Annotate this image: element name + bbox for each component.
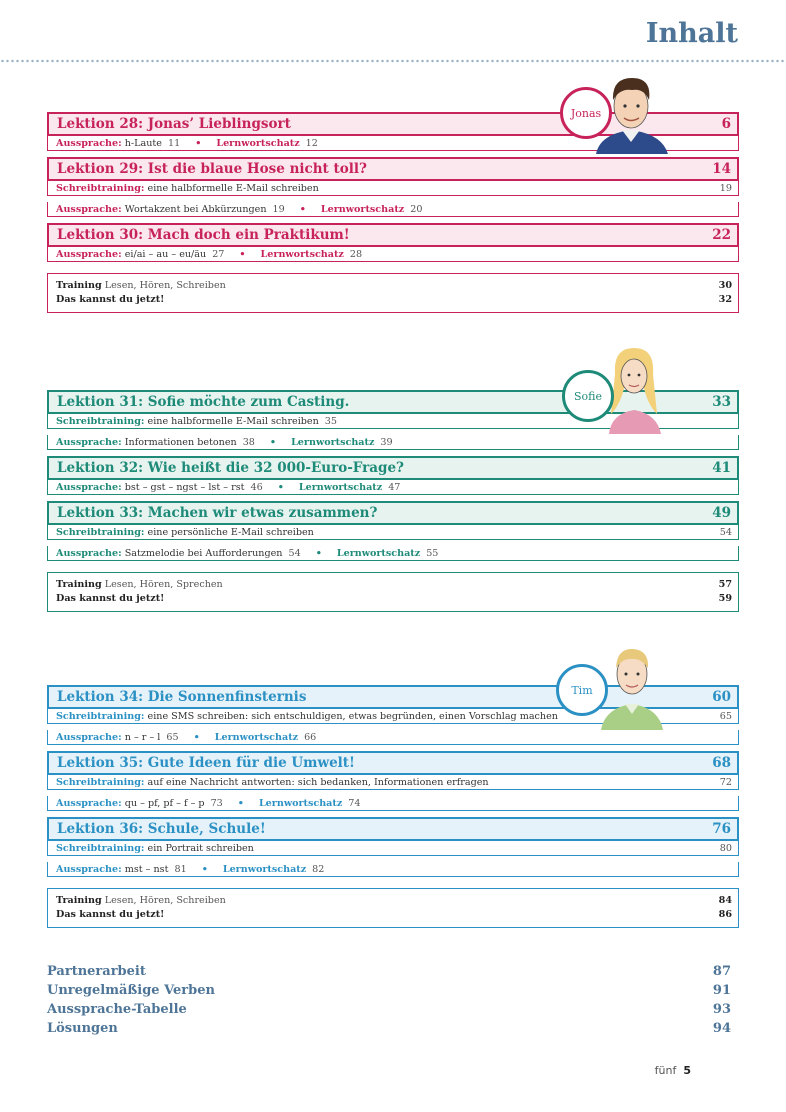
subitem-label: Schreibtraining: — [56, 415, 145, 427]
subitem-content — [56, 864, 324, 875]
vocab-label: Lernwortschatz — [258, 797, 343, 809]
training-page: 30 — [718, 280, 732, 291]
subitem-page: 54 — [288, 547, 301, 559]
training-box — [47, 273, 739, 313]
appendix-label: Unregelmäßige Verben — [47, 983, 215, 998]
training-row[interactable] — [56, 894, 732, 908]
bullet-separator: • — [269, 436, 277, 448]
training-label: Training — [56, 280, 102, 291]
subitem-text: ein Portrait schreiben — [147, 842, 254, 854]
lesson-page: 41 — [712, 460, 731, 476]
appendix-page: 91 — [712, 983, 731, 998]
subitem-text: Informationen betonen — [124, 436, 237, 448]
training-text: Lesen, Hören, Schreiben — [104, 280, 226, 291]
appendix-label: Aussprache-Tabelle — [47, 1002, 187, 1017]
training-content — [56, 578, 223, 592]
subitem-content — [56, 843, 254, 854]
lesson-subitem — [47, 841, 739, 856]
lesson-header[interactable] — [47, 157, 739, 181]
training-row[interactable] — [56, 578, 732, 592]
subitem-content — [56, 183, 319, 194]
subitem-content — [56, 548, 438, 559]
subitem-label: Aussprache: — [56, 436, 122, 448]
subitem-label: Schreibtraining: — [56, 710, 145, 722]
subitem-right-page: 54 — [719, 526, 732, 538]
self-check-page: 32 — [718, 294, 732, 305]
subitem-right-page: 19 — [719, 182, 732, 194]
bullet-separator: • — [315, 547, 322, 559]
vocab-label: Lernwortschatz — [214, 731, 299, 743]
subitem-text: eine persönliche E-Mail schreiben — [147, 526, 314, 538]
lesson-title[interactable]: Lektion 35: Gute Ideen für die Umwelt! — [57, 755, 355, 771]
subitem-text: Wortakzent bei Abkürzungen — [124, 203, 267, 215]
vocab-page: 82 — [312, 863, 325, 875]
appendix-page: 94 — [712, 1021, 731, 1036]
tim-badge: Tim — [556, 664, 608, 716]
subitem-content — [56, 138, 318, 149]
vocab-page: 47 — [388, 481, 401, 493]
subitem-label: Aussprache: — [56, 203, 122, 215]
lesson-title[interactable]: Lektion 31: Sofie möchte zum Casting. — [57, 394, 350, 410]
subitem-label: Schreibtraining: — [56, 526, 145, 538]
lesson-subitem — [47, 546, 739, 561]
self-check-label: Das kannst du jetzt! — [56, 593, 165, 604]
lesson-title[interactable]: Lektion 32: Wie heißt die 32 000-Euro-Frage? — [57, 460, 404, 476]
subitem-text: qu – pf, pf – f – p — [124, 797, 205, 809]
training-text: Lesen, Hören, Schreiben — [104, 895, 226, 906]
appendix-page: 93 — [712, 1002, 731, 1017]
sofie-badge: Sofie — [562, 370, 614, 422]
lesson-subitem — [47, 480, 739, 495]
subitem-text: h-Laute — [124, 137, 162, 149]
subitem-page: 46 — [250, 481, 263, 493]
training-box — [47, 572, 739, 612]
subitem-right-page: 65 — [719, 710, 732, 722]
lesson-subitem — [47, 730, 739, 745]
appendix-item[interactable] — [47, 1000, 731, 1019]
page-number: 5 — [683, 1064, 691, 1077]
subitem-label: Aussprache: — [56, 547, 122, 559]
lesson-header[interactable] — [47, 751, 739, 775]
bullet-separator: • — [237, 797, 244, 809]
lesson-page: 6 — [721, 116, 731, 132]
lesson-subitem — [47, 862, 739, 877]
subitem-label: Schreibtraining: — [56, 842, 145, 854]
vocab-page: 74 — [348, 797, 361, 809]
lesson-subitem — [47, 202, 739, 217]
self-check-row[interactable] — [56, 293, 732, 307]
self-check-label: Das kannst du jetzt! — [56, 909, 165, 920]
subitem-text: ei/ai – au – eu/äu — [124, 248, 207, 260]
appendix-item[interactable] — [47, 1019, 731, 1038]
vocab-label: Lernwortschatz — [260, 248, 344, 260]
lesson-page: 14 — [712, 161, 731, 177]
vocab-label: Lernwortschatz — [291, 436, 375, 448]
self-check-label: Das kannst du jetzt! — [56, 294, 165, 305]
page-footer — [655, 1064, 691, 1077]
jonas-badge: Jonas — [560, 87, 612, 139]
lesson-page: 22 — [712, 227, 731, 243]
subitem-page: 11 — [167, 137, 181, 149]
subitem-label: Aussprache: — [56, 248, 122, 260]
subitem-label: Schreibtraining: — [56, 182, 145, 194]
subitem-text: Satzmelodie bei Aufforderungen — [124, 547, 283, 559]
vocab-page: 20 — [410, 203, 423, 215]
page-title: Inhalt — [645, 18, 738, 49]
appendix-item[interactable] — [47, 962, 731, 981]
vocab-page: 55 — [426, 547, 439, 559]
subitem-page: 65 — [166, 731, 179, 743]
subitem-page: 35 — [324, 415, 338, 427]
training-row[interactable] — [56, 279, 732, 293]
appendix-item[interactable] — [47, 981, 731, 1000]
lesson-subitem — [47, 247, 739, 262]
subitem-text: auf eine Nachricht antworten: sich bedanken, Informationen erfragen — [147, 776, 489, 788]
lesson-title[interactable]: Lektion 34: Die Sonnenfinsternis — [57, 689, 307, 705]
subitem-content — [56, 437, 393, 448]
lesson-subitem — [47, 181, 739, 196]
lesson-header[interactable] — [47, 817, 739, 841]
subitem-content — [56, 798, 361, 809]
subitem-label: Aussprache: — [56, 137, 122, 149]
self-check-row[interactable] — [56, 908, 732, 922]
lesson-subitem — [47, 525, 739, 540]
lesson-title[interactable]: Lektion 29: Ist die blaue Hose nicht toll? — [57, 161, 367, 177]
lesson-subitem — [47, 775, 739, 790]
subitem-label: Aussprache: — [56, 481, 122, 493]
lesson-header[interactable] — [47, 456, 739, 480]
subitem-text: eine SMS schreiben: sich entschuldigen, etwas begründen, einen Vorschlag machen — [147, 710, 558, 722]
lesson-page: 76 — [712, 821, 731, 837]
vocab-page: 12 — [305, 137, 318, 149]
subitem-content — [56, 416, 337, 427]
subitem-content — [56, 777, 489, 788]
vocab-label: Lernwortschatz — [222, 863, 307, 875]
vocab-label: Lernwortschatz — [216, 137, 300, 149]
lesson-page: 60 — [712, 689, 731, 705]
subitem-label: Aussprache: — [56, 863, 122, 875]
subitem-label: Aussprache: — [56, 797, 122, 809]
page-word: fünf — [654, 1064, 677, 1077]
training-label: Training — [56, 579, 102, 590]
training-page: 57 — [718, 579, 732, 590]
lesson-title[interactable]: Lektion 36: Schule, Schule! — [57, 821, 266, 837]
vocab-label: Lernwortschatz — [336, 547, 421, 559]
subitem-text: eine halbformelle E-Mail schreiben — [147, 415, 319, 427]
subitem-content — [56, 527, 314, 538]
subitem-right-page: 80 — [719, 842, 732, 854]
subitem-text: bst – gst – ngst – lst – rst — [124, 481, 245, 493]
bullet-separator: • — [239, 248, 246, 260]
self-check-page: 86 — [718, 909, 732, 920]
appendix-label: Partnerarbeit — [47, 964, 146, 979]
lesson-page: 68 — [712, 755, 731, 771]
subitem-content — [56, 711, 558, 722]
subitem-label: Aussprache: — [56, 731, 122, 743]
dotted-divider — [0, 59, 786, 63]
subitem-content — [56, 249, 362, 260]
subitem-page: 27 — [212, 248, 225, 260]
vocab-page: 66 — [304, 731, 317, 743]
lesson-page: 33 — [712, 394, 731, 410]
lesson-subitem — [47, 796, 739, 811]
vocab-page: 28 — [349, 248, 363, 260]
appendix-label: Lösungen — [47, 1021, 118, 1036]
lesson-header[interactable] — [47, 223, 739, 247]
lesson-title[interactable]: Lektion 33: Machen wir etwas zusammen? — [57, 505, 378, 521]
subitem-label: Schreibtraining: — [56, 776, 145, 788]
bullet-separator: • — [299, 203, 306, 215]
subitem-page: 81 — [174, 863, 187, 875]
lesson-subitem — [47, 435, 739, 450]
self-check-row[interactable] — [56, 592, 732, 606]
subitem-text: n – r – l — [124, 731, 161, 743]
training-page: 84 — [718, 895, 732, 906]
subitem-page: 38 — [242, 436, 255, 448]
bullet-separator: • — [277, 481, 284, 493]
self-check-page: 59 — [718, 593, 732, 604]
subitem-content — [56, 732, 316, 743]
appendix-page: 87 — [712, 964, 731, 979]
vocab-label: Lernwortschatz — [298, 481, 383, 493]
subitem-content — [56, 204, 422, 215]
training-text: Lesen, Hören, Sprechen — [104, 579, 223, 590]
training-label: Training — [56, 895, 102, 906]
lesson-title[interactable]: Lektion 28: Jonas’ Lieblingsort — [57, 116, 291, 132]
vocab-label: Lernwortschatz — [320, 203, 405, 215]
lesson-title[interactable]: Lektion 30: Mach doch ein Praktikum! — [57, 227, 350, 243]
training-content — [56, 894, 226, 908]
bullet-separator: • — [201, 863, 208, 875]
subitem-page: 73 — [210, 797, 223, 809]
lesson-header[interactable] — [47, 501, 739, 525]
subitem-right-page: 72 — [719, 776, 732, 788]
subitem-page: 19 — [272, 203, 285, 215]
training-content — [56, 279, 226, 293]
appendix-list — [47, 962, 731, 1038]
subitem-text: mst – nst — [124, 863, 169, 875]
bullet-separator: • — [193, 731, 200, 743]
training-box — [47, 888, 739, 928]
vocab-page: 39 — [380, 436, 393, 448]
subitem-text: eine halbformelle E-Mail schreiben — [147, 182, 319, 194]
subitem-content — [56, 482, 400, 493]
bullet-separator: • — [195, 137, 202, 149]
lesson-page: 49 — [712, 505, 731, 521]
